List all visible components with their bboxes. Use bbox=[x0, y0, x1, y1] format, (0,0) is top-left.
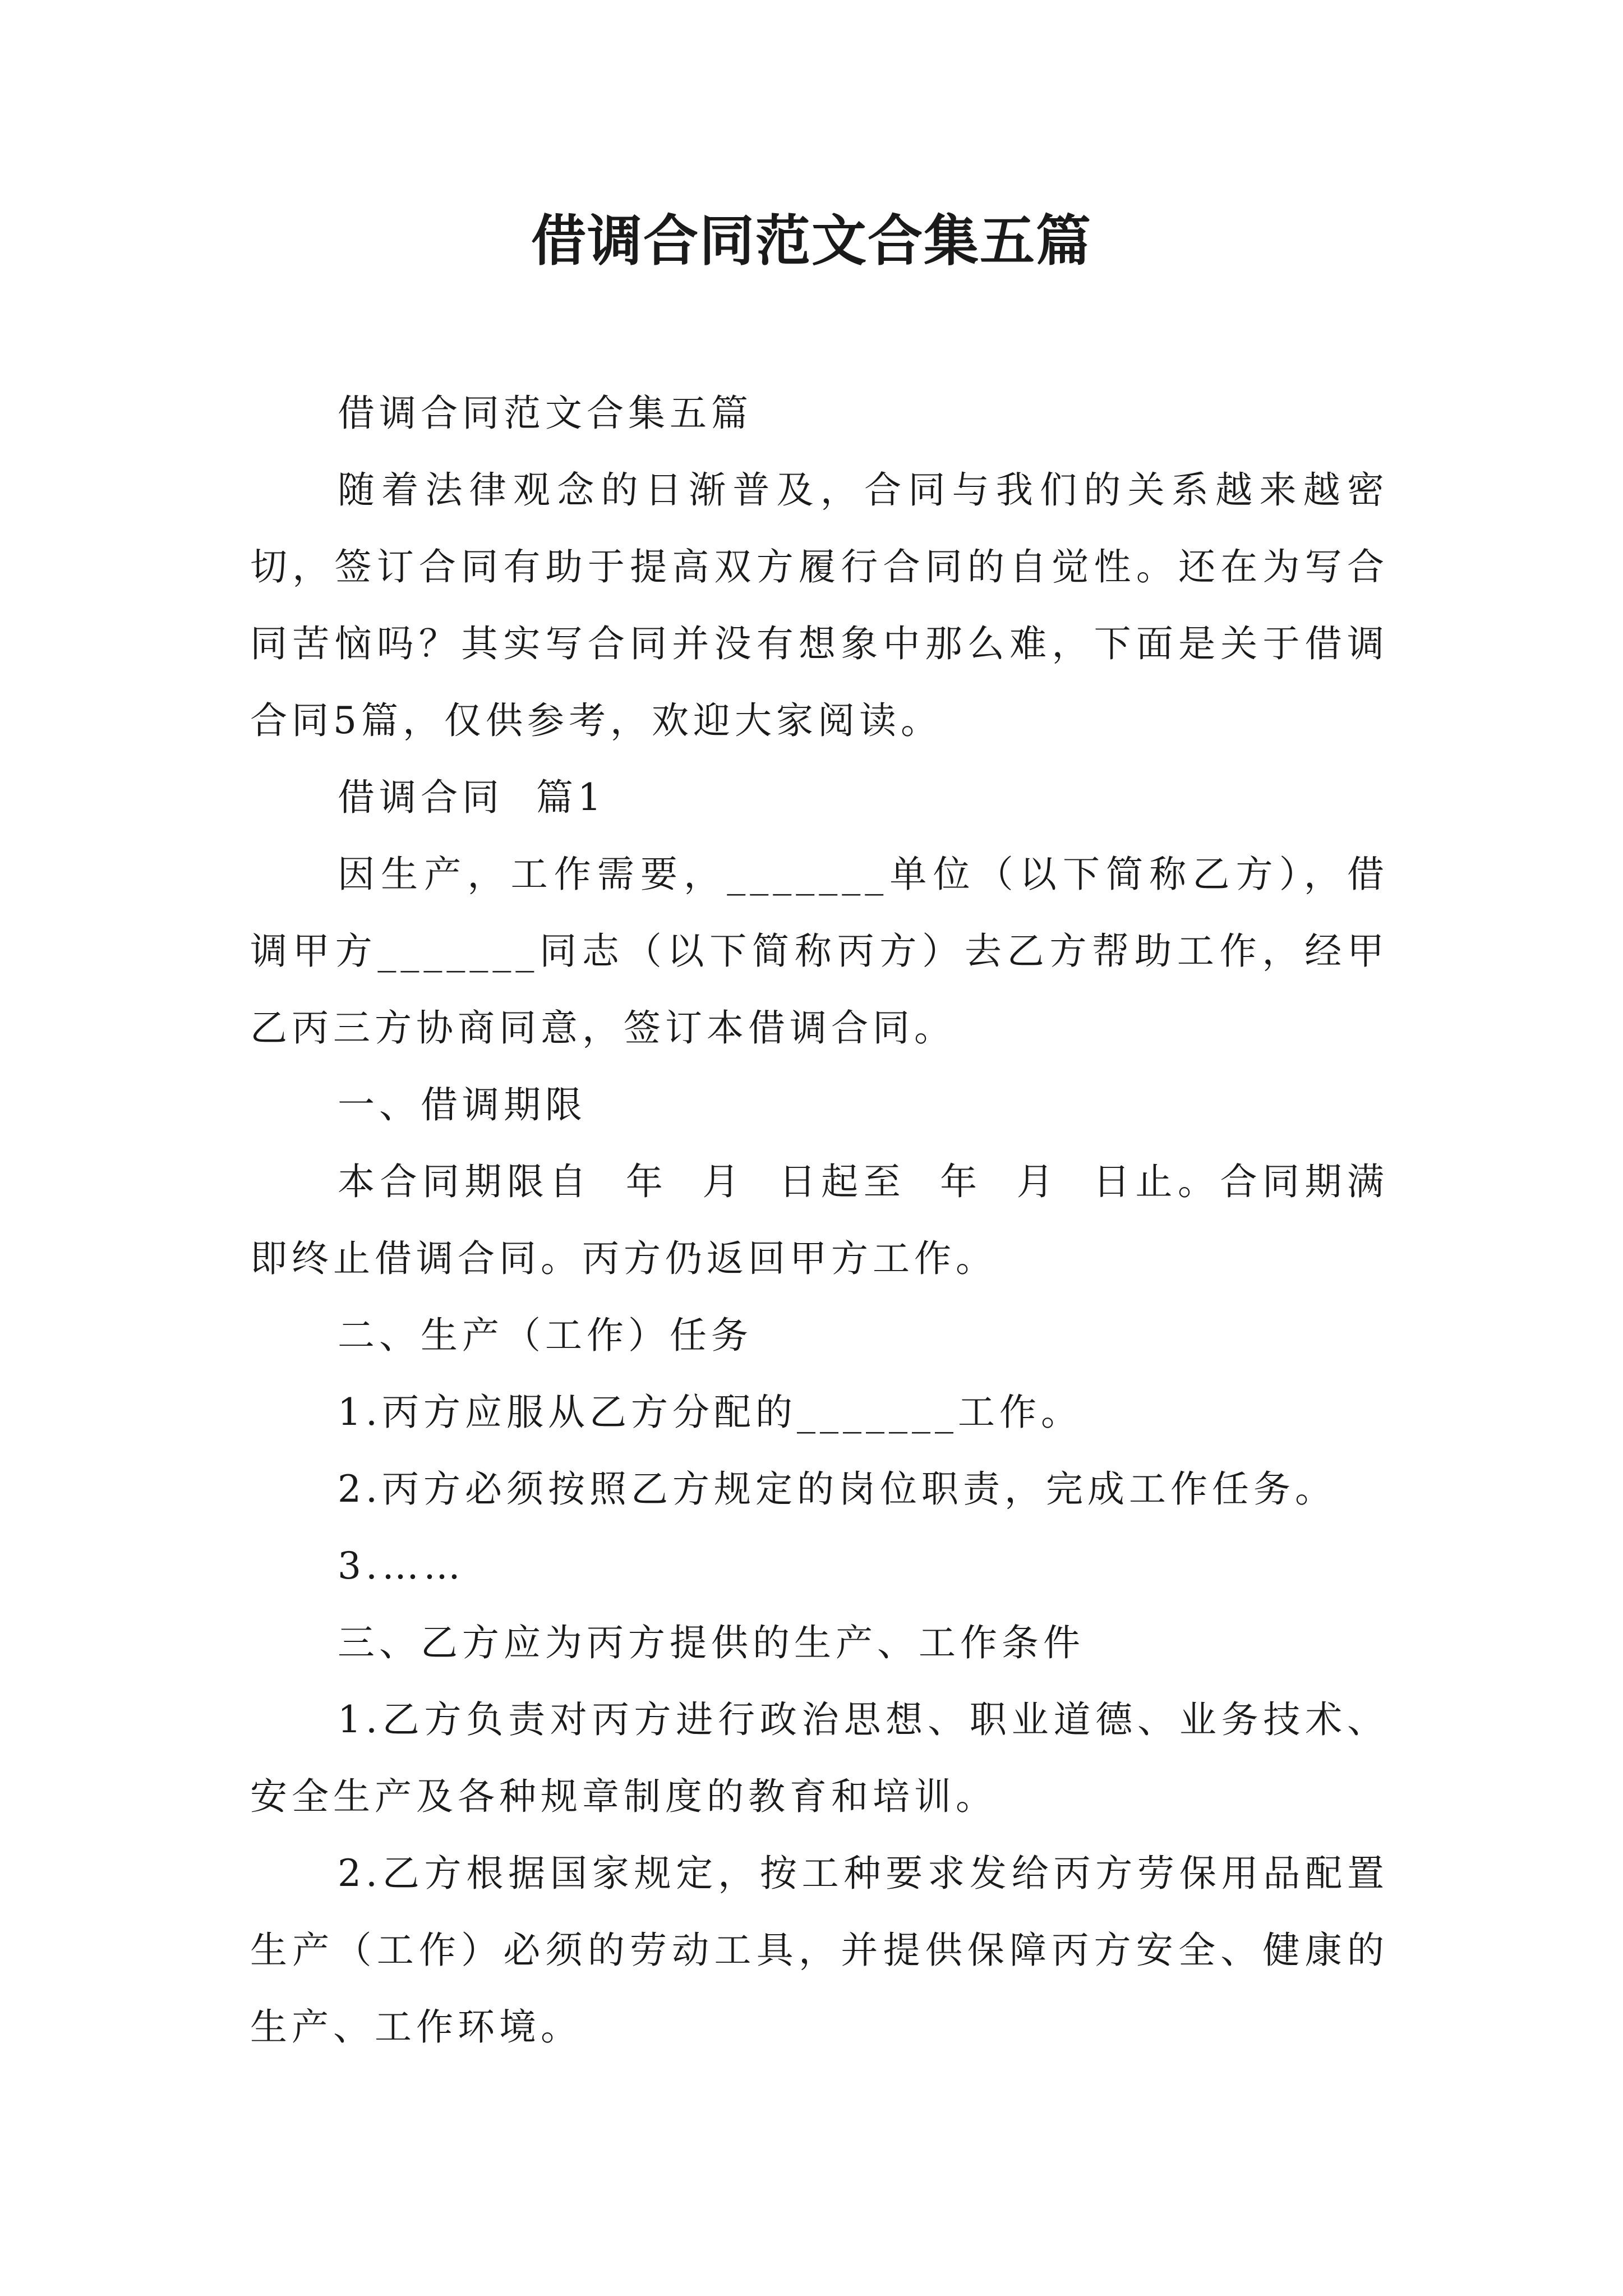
list-item-condition-2: 2.乙方根据国家规定，按工种要求发给丙方劳保用品配置生产（工作）必须的劳动工具，并提供保障丙方安全、健康的生产、工作环境。 bbox=[250, 1852, 1389, 2049]
list-item-task-1: 1.丙方应服从乙方分配的_______工作。 bbox=[338, 1391, 1082, 1434]
section-heading-part1: 借调合同 篇1 bbox=[338, 776, 606, 819]
list-item-task-2: 2.丙方必须按照乙方规定的岗位职责，完成工作任务。 bbox=[338, 1467, 1336, 1511]
document-title: 借调合同范文合集五篇 bbox=[531, 209, 1092, 273]
list-item-condition-1: 1.乙方负责对丙方进行政治思想、职业道德、业务技术、安全生产及各种规章制度的教育和培训。 bbox=[250, 1698, 1389, 1818]
clause-heading-term: 一、借调期限 bbox=[338, 1083, 587, 1126]
paragraph-term: 本合同期限自 年 月 日起至 年 月 日止。合同期满即终止借调合同。丙方仍返回甲方工作。 bbox=[250, 1160, 1389, 1280]
paragraph-subtitle: 借调合同范文合集五篇 bbox=[338, 392, 753, 435]
document-body bbox=[250, 375, 1389, 2065]
paragraph-intro: 随着法律观念的日渐普及，合同与我们的关系越来越密切，签订合同有助于提高双方履行合同的自觉性。还在为写合同苦恼吗？其实写合同并没有想象中那么难，下面是关于借调合同5篇，仅供参考，欢迎大家阅读。 bbox=[250, 468, 1389, 742]
paragraph-preamble: 因生产，工作需要，_______单位（以下简称乙方），借调甲方_______同志（以下简称丙方）去乙方帮助工作，经甲乙丙三方协商同意，签订本借调合同。 bbox=[250, 853, 1389, 1050]
list-item-task-3: 3.…… bbox=[338, 1544, 465, 1588]
clause-heading-conditions: 三、乙方应为丙方提供的生产、工作条件 bbox=[338, 1621, 1085, 1664]
clause-heading-tasks: 二、生产（工作）任务 bbox=[338, 1314, 753, 1357]
